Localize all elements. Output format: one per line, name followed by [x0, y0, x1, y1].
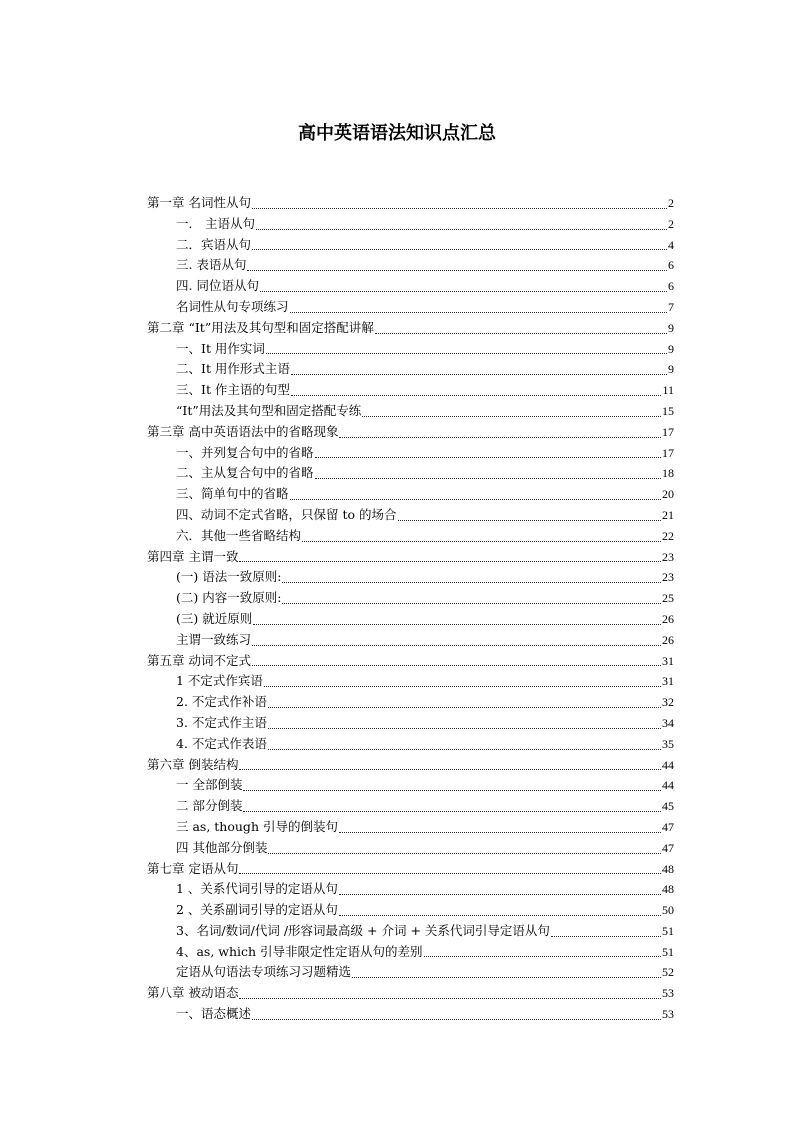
- toc-entry-label: 第一章 名词性从句: [147, 195, 251, 210]
- toc-dot-leader: [339, 832, 661, 833]
- toc-dot-leader: [398, 520, 662, 521]
- toc-page-number: 53: [662, 986, 674, 1001]
- toc-dot-leader: [268, 853, 661, 854]
- toc-page-number: 51: [662, 944, 674, 959]
- toc-page-number: 23: [662, 570, 674, 585]
- toc-section-entry[interactable]: [147, 879, 674, 900]
- toc-dot-leader: [268, 749, 661, 750]
- toc-dot-leader: [282, 603, 661, 604]
- toc-page-number: 15: [662, 403, 674, 418]
- toc-page-number: 51: [662, 923, 674, 938]
- toc-page-number: 6: [668, 279, 674, 294]
- toc-entry-label: 一． 主语从句: [176, 215, 255, 231]
- toc-entry-label: 三、It 作主语的句型: [176, 382, 290, 398]
- toc-dot-leader: [302, 541, 661, 542]
- toc-entry-label: 第七章 定语从句: [147, 860, 239, 876]
- toc-dot-leader: [290, 312, 667, 313]
- toc-dot-leader: [252, 249, 667, 250]
- toc-section-entry[interactable]: [147, 713, 674, 734]
- toc-page-number: 6: [668, 258, 674, 273]
- toc-entry-label: 六．其他一些省略结构: [176, 527, 302, 543]
- toc-entry-label: 二、主从复合句中的省略: [176, 465, 314, 481]
- toc-entry-label: 1 不定式作宾语: [176, 673, 263, 689]
- toc-page-number: 17: [662, 424, 674, 439]
- toc-page-number: 18: [662, 466, 674, 481]
- toc-dot-leader: [239, 561, 661, 562]
- toc-page-number: 44: [662, 778, 674, 793]
- toc-dot-leader: [315, 457, 661, 458]
- toc-page-number: 17: [662, 445, 674, 460]
- toc-page-number: 9: [668, 362, 674, 377]
- toc-section-entry[interactable]: [147, 567, 674, 588]
- toc-page-number: 25: [662, 591, 674, 606]
- toc-entry-label: 主谓一致练习: [176, 631, 252, 647]
- toc-page-number: 35: [662, 736, 674, 751]
- toc-page-number: 21: [662, 507, 674, 522]
- toc-dot-leader: [290, 499, 661, 500]
- toc-dot-leader: [291, 395, 662, 396]
- toc-page-number: 47: [662, 840, 674, 855]
- toc-section-entry[interactable]: [147, 692, 674, 713]
- toc-dot-leader: [424, 956, 661, 957]
- toc-dot-leader: [264, 686, 661, 687]
- toc-page-number: 9: [668, 320, 674, 335]
- toc-entry-label: 二、It 用作形式主语: [176, 361, 290, 377]
- toc-entry-label: 三 as, though 引导的倒装句: [176, 818, 338, 834]
- toc-page-number: 44: [662, 757, 674, 772]
- toc-chapter-entry[interactable]: [147, 422, 674, 443]
- toc-chapter-entry[interactable]: [147, 318, 674, 339]
- toc-entry-label: 4、as, which 引导非限定性定语从句的差别: [176, 943, 423, 959]
- toc-entry-label: 名词性从句专项练习: [176, 298, 289, 314]
- toc-dot-leader: [352, 977, 661, 978]
- toc-section-entry[interactable]: [147, 339, 674, 360]
- toc-page-number: 7: [668, 299, 674, 314]
- toc-entry-label: 第二章 “It”用法及其句型和固定搭配讲解: [147, 319, 374, 335]
- toc-entry-label: 第六章 倒装结构: [147, 756, 239, 772]
- toc-section-entry[interactable]: [147, 235, 674, 256]
- toc-entry-label: 2 、关系副词引导的定语从句: [176, 902, 338, 918]
- toc-entry-label: 一、语态概述: [176, 1006, 252, 1022]
- toc-page-number: 26: [662, 611, 674, 626]
- toc-entry-label: 第四章 主谓一致: [147, 548, 239, 564]
- toc-entry-label: (一) 语法一致原则:: [176, 569, 282, 585]
- toc-section-entry[interactable]: [147, 796, 674, 817]
- toc-page-number: 23: [662, 549, 674, 564]
- toc-section-entry[interactable]: [147, 838, 674, 859]
- toc-entry-label: “It”用法及其句型和固定搭配专练: [176, 402, 362, 418]
- toc-section-entry[interactable]: [147, 214, 674, 235]
- toc-entry-label: (三) 就近原则: [176, 610, 253, 626]
- toc-section-entry[interactable]: [147, 962, 674, 983]
- toc-page-number: 53: [662, 1007, 674, 1022]
- toc-dot-leader: [268, 707, 661, 708]
- toc-section-entry[interactable]: [147, 942, 674, 963]
- toc-entry-label: 第八章 被动语态: [147, 985, 239, 1001]
- toc-section-entry[interactable]: [147, 671, 674, 692]
- toc-section-entry[interactable]: [147, 276, 674, 297]
- toc-section-entry[interactable]: [147, 505, 674, 526]
- toc-section-entry[interactable]: [147, 900, 674, 921]
- toc-dot-leader: [239, 873, 661, 874]
- toc-dot-leader: [291, 374, 667, 375]
- toc-entry-label: 3、名词/数词/代词 /形容词最高级 + 介词 + 关系代词引导定语从句: [176, 922, 550, 938]
- toc-section-entry[interactable]: [147, 443, 674, 464]
- toc-entry-label: 二 部分倒装: [176, 798, 243, 814]
- toc-chapter-entry[interactable]: [147, 651, 674, 672]
- toc-entry-label: 第三章 高中英语语法中的省略现象: [147, 423, 339, 439]
- toc-dot-leader: [252, 645, 661, 646]
- toc-section-entry[interactable]: [147, 1004, 674, 1025]
- toc-section-entry[interactable]: [147, 630, 674, 651]
- toc-page-number: 22: [662, 528, 674, 543]
- toc-section-entry[interactable]: [147, 609, 674, 630]
- toc-section-entry[interactable]: [147, 359, 674, 380]
- toc-page-number: 11: [662, 383, 674, 398]
- page-title: 高中英语语法知识点汇总: [298, 123, 496, 144]
- toc-page-number: 26: [662, 632, 674, 647]
- toc-section-entry[interactable]: [147, 484, 674, 505]
- toc-dot-leader: [375, 333, 667, 334]
- toc-entry-label: 四、动词不定式省略，只保留 to 的场合: [176, 506, 397, 522]
- toc-entry-label: 3. 不定式作主语: [176, 714, 267, 730]
- toc-section-entry[interactable]: [147, 734, 674, 755]
- toc-dot-leader: [256, 229, 667, 230]
- toc-chapter-entry[interactable]: [147, 755, 674, 776]
- toc-page-number: 2: [668, 216, 674, 231]
- toc-dot-leader: [266, 353, 667, 354]
- table-of-contents: [147, 193, 674, 1025]
- toc-dot-leader: [260, 291, 667, 292]
- toc-page-number: 4: [668, 237, 674, 252]
- toc-page-number: 2: [668, 196, 674, 210]
- toc-entry-label: 二．宾语从句: [176, 236, 252, 252]
- toc-chapter-entry[interactable]: [147, 983, 674, 1004]
- toc-section-entry[interactable]: [147, 526, 674, 547]
- toc-entry-label: 四 其他部分倒装: [176, 839, 268, 855]
- toc-entry-label: 三. 表语从句: [176, 257, 247, 273]
- toc-dot-leader: [243, 790, 661, 791]
- toc-page-number: 45: [662, 799, 674, 814]
- toc-page-number: 50: [662, 903, 674, 918]
- toc-dot-leader: [362, 416, 661, 417]
- toc-page-number: 34: [662, 715, 674, 730]
- toc-section-entry[interactable]: [147, 588, 674, 609]
- toc-dot-leader: [315, 478, 661, 479]
- toc-dot-leader: [253, 624, 661, 625]
- toc-section-entry[interactable]: [147, 775, 674, 796]
- toc-section-entry[interactable]: [147, 921, 674, 942]
- toc-page-number: 9: [668, 341, 674, 356]
- toc-entry-label: 第五章 动词不定式: [147, 652, 251, 668]
- toc-dot-leader: [239, 998, 661, 999]
- toc-page-number: 31: [662, 674, 674, 689]
- toc-dot-leader: [239, 769, 661, 770]
- toc-chapter-entry[interactable]: [147, 859, 674, 880]
- toc-dot-leader: [282, 582, 661, 583]
- toc-dot-leader: [252, 1019, 661, 1020]
- toc-entry-label: 三、简单句中的省略: [176, 486, 289, 502]
- toc-dot-leader: [551, 936, 661, 937]
- toc-page-number: 48: [662, 882, 674, 897]
- toc-entry-label: 定语从句语法专项练习习题精选: [176, 964, 352, 980]
- toc-dot-leader: [247, 270, 667, 271]
- toc-page-number: 48: [662, 861, 674, 876]
- toc-entry-label: 1 、关系代词引导的定语从句: [176, 881, 338, 897]
- toc-dot-leader: [243, 811, 661, 812]
- toc-dot-leader: [268, 728, 661, 729]
- toc-dot-leader: [252, 208, 667, 209]
- toc-page-number: 47: [662, 819, 674, 834]
- toc-dot-leader: [339, 915, 661, 916]
- toc-section-entry[interactable]: [147, 255, 674, 276]
- toc-dot-leader: [339, 894, 661, 895]
- toc-chapter-entry[interactable]: [147, 547, 674, 568]
- toc-entry-label: 一、并列复合句中的省略: [176, 444, 314, 460]
- toc-entry-label: (二) 内容一致原则:: [176, 590, 282, 606]
- toc-page-number: 31: [662, 653, 674, 668]
- toc-section-entry[interactable]: [147, 401, 674, 422]
- toc-entry-label: 2. 不定式作补语: [176, 694, 267, 710]
- toc-section-entry[interactable]: [147, 463, 674, 484]
- toc-page-number: 32: [662, 695, 674, 710]
- toc-entry-label: 四. 同位语从句: [176, 278, 259, 294]
- toc-page-number: 20: [662, 487, 674, 502]
- toc-section-entry[interactable]: [147, 297, 674, 318]
- toc-entry-label: 4. 不定式作表语: [176, 735, 267, 751]
- toc-section-entry[interactable]: [147, 380, 674, 401]
- toc-entry-label: 一、It 用作实词: [176, 340, 265, 356]
- toc-page-number: 52: [662, 965, 674, 980]
- toc-dot-leader: [252, 665, 661, 666]
- toc-dot-leader: [339, 437, 661, 438]
- toc-chapter-entry[interactable]: [147, 193, 674, 214]
- toc-section-entry[interactable]: [147, 817, 674, 838]
- toc-entry-label: 一 全部倒装: [176, 777, 243, 793]
